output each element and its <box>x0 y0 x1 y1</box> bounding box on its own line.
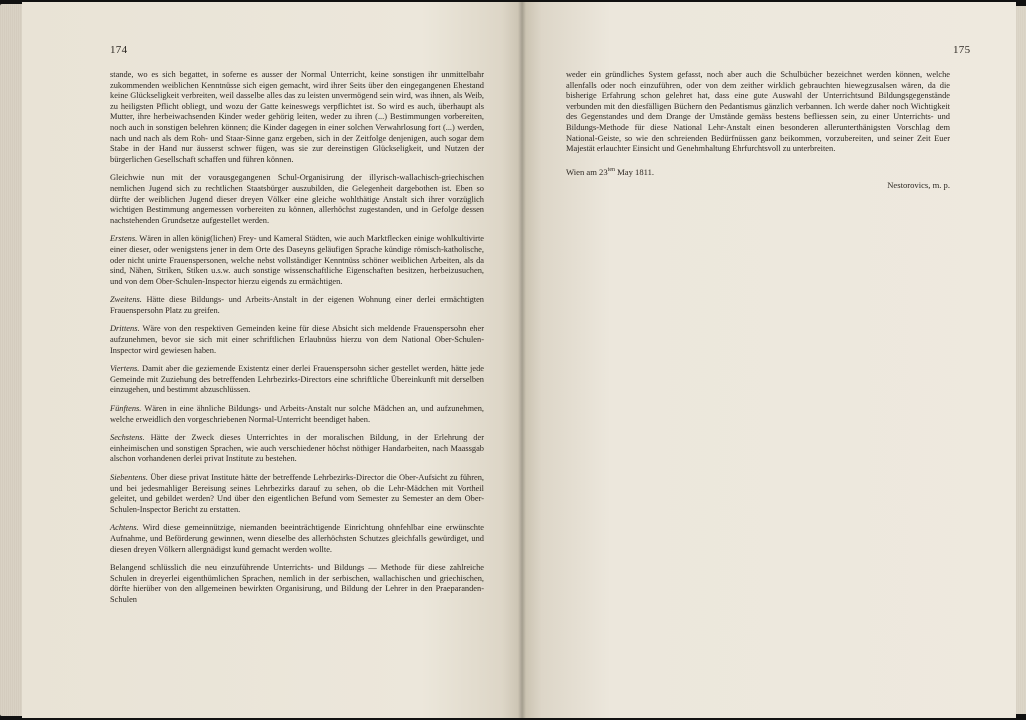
paragraph-label: Zweitens. <box>110 295 142 305</box>
paragraph-label: Fünftens. <box>110 404 142 414</box>
paragraph-label: Drittens. <box>110 324 140 334</box>
signature: Nestorovics, m. p. <box>887 179 950 190</box>
paragraph-label: Sechstens. <box>110 433 145 443</box>
left-page-text <box>110 70 484 614</box>
paragraph-erstens: Erstens. Wären in allen könig(lichen) Frey- und Kameral Städten, wie auch Marktflecken einige wohlkultivirte einer dieser, oder wenigstens jener in dem Orte des Daseyns geläufigen Sprache kündige römisch-katholische, oder nicht unirte Frauenspersonen, welche nebst vollständiger Kenntnüss schöner weiblichen Arbeiten, als da sind, Nähen, Striken, Stiken u.s.w. auch sonstige wissenschaftliche Eigenschaften besitzen, herbeizusuchen, und von dem Ober-Schulen-Inspector hierzu eigends zu ermächtigen. <box>110 234 484 286</box>
paragraph-label: Achtens. <box>110 523 139 533</box>
paragraph-sechstens: Sechstens. Hätte der Zweck dieses Unterrichtes in der moralischen Bildung, in der Erlehrung der einheimischen und sonstigen Sprachen, wie auch verschiedener höchst nöthiger Handarbeiten, nach Maassgab alschon vorhandenen derlei privat Institute zu bestehen. <box>110 433 484 464</box>
book-gutter <box>518 2 526 718</box>
paragraph-drittens: Drittens. Wäre von den respektiven Gemeinden keine für diese Absicht sich meldende Frauenspersohn eher aufzunehmen, bevor sie sich mit einer schriftlichen Erlaubnüss hierzu von dem National Ober-Schulen-Inspector wird gewiesen haben. <box>110 324 484 355</box>
paragraph-viertens: Viertens. Damit aber die geziemende Existentz einer derlei Frauenspersohn sicher gestellet werden, hätte jede Gemeinde mit Zuziehung des betreffenden Lehrbezirks-Directors eine schriftliche Übereinkunft mit derselben einzugehen, und bestimmt abzuschlüssen. <box>110 364 484 395</box>
paragraph: weder ein gründliches System gefasst, noch aber auch die Schulbücher bezeichnet werden können, welche allenfalls oder noch einzuführen, oder von dem zeither wirklich gebrauchten hiewegzusalsen wären, da die bisherige Erfahrung schon gelehret hat, dass eine gute Auswahl der Unterrichtsund Bildungsgegenstände verbunden mit den diesfälligen Büchern den Pedantismus gänzlich verbannen. Ich werde daher noch Wichtigkeit des Gegenstandes und dem Drange der Umstände gemäss bestens befliessen sein, zu einer Unterrichts- und Bildungs-Methode für diese National Lehr-Anstalt einen besonderen allerunterthänigsten Vorschlag dem National-Geiste, so wie den schreienden Bedürfnüssen ganz beikommen, vorzubereiten, und seiner Zeit Euer Majestät erlauchter Einsicht und Genehmhaltung Ehrfurchtsvoll zu unterbreiten. <box>566 70 950 154</box>
left-page-edges <box>0 4 24 716</box>
paragraph-zweitens: Zweitens. Hätte diese Bildungs- und Arbeits-Anstalt in der eigenen Wohnung einer derlei ermächtigten Frauenspersohn Platz zu greifen. <box>110 295 484 315</box>
paragraph-label: Viertens. <box>110 364 140 374</box>
paragraph: stande, wo es sich begattet, in soferne es ausser der Normal Unterricht, keine sonstigen ihr unmittelbahr zukommenden weiblichen Kenntnüsse sich eigen gemacht, wird ihrer Seits über den eingegangenen Ehestand keine Glückseligkeit verbreiten, weil dasselbe alles das zu leisten unvermögend sein wird, was ihnen, als Weib, zu heiligsten Pflicht obliegt, und wozu der Gatte keineswegs verpflichtet ist. So wird es auch, überhaupt als Mutter, ihre herbeiwachsenden Kinder weder gehörig leiten, weder zu ihren (...) Bestimmungen vorbereiten, noch auch in sonstigen belehren können; die Kinder dagegen in einer solchen Verwahrlosung fort (...) werden, nach und nach als dem Roh- und Staar-Sinne ganz ergeben, sich in der Zeitfolge denjenigen, auch sogar dem Stabe in der Hand nur äusserst schwer fügen, was sie zur dereinstigen Glückseligkeit, und Nutzen der bürgerlichen Gesellschaft schaffen und führen können. <box>110 70 484 164</box>
paragraph: Gleichwie nun mit der vorausgegangenen Schul-Organisirung der illyrisch-wallachisch-griechischen nemlichen Jugend sich zu rechtlichen Staatsbürger auszubilden, die Gelegenheit dargebothen ist. Eben so dürfte der weiblichen Jugend dieser dreyen Völker eine gleiche wohlthätige Anstalt sich ihrer vorzüglich wichtigen Bestimmung angemessen vorbereiten zu können, allerhöchst zugestanden, und in Gefolge dessen nachstehenden Grundsetze aufgestellet werden. <box>110 173 484 225</box>
letter-date: Wien am $23^{ten}$ May 1811. <box>566 166 655 177</box>
paragraph-label: Siebentens. <box>110 473 148 482</box>
paragraph-fuenftens: Fünftens. Wären in eine ähnliche Bildungs- und Arbeits-Anstalt nur solche Mädchen an, und aufzunehmen, welche erweidlich den vorgeschriebenen Normal-Unterricht beendiget haben. <box>110 404 484 424</box>
right-page-edges <box>1016 6 1026 714</box>
paragraph-label: Erstens. <box>110 234 138 244</box>
signoff <box>566 165 950 191</box>
right-page <box>522 2 1016 718</box>
left-page <box>22 2 522 718</box>
paragraph: Belangend schlüsslich die neu einzuführende Unterrichts- und Bildungs — Methode für diese zahlreiche Schulen in dreyerlei eigenthümlichen Sprachen, nemlich in der serbischen, wallachischen und griechischen, dörfte hierüber von den allgemeinen bewirkten Organisirung, und Bildung der Lehrer in den Praeparanden-Schulen <box>110 563 484 604</box>
left-page-number: 174 <box>110 44 128 56</box>
paragraph-achtens: Achtens. Wird diese gemeinnützige, niemanden beeinträchtigende Einrichtung ohnfehlbar eine erwünschte Aufnahme, und Beförderung gewinnen, wenn dieselbe des allerhöchsten Schutzes gleichfalls gewürdiget, und diesen dreyen Völkern allergnädigst kund gemacht werden wollte. <box>110 523 484 554</box>
right-page-text <box>566 70 950 191</box>
right-page-number: 175 <box>953 44 971 56</box>
paragraph-siebentens: Siebentens. Über diese privat Institute hätte der betreffende Lehrbezirks-Director die Ober-Aufsicht zu führen, und bei jedesmahliger Bereisung seines Lehrbezirks darauf zu sehen, ob die Lehr-Mädchen mit Vortheil geleitet, und gebildet werden? Und über den eigentlichen Befund vom Semester zu Semester an dem Ober-Schulen-Inspector Bericht zu erstatten. <box>110 473 484 514</box>
